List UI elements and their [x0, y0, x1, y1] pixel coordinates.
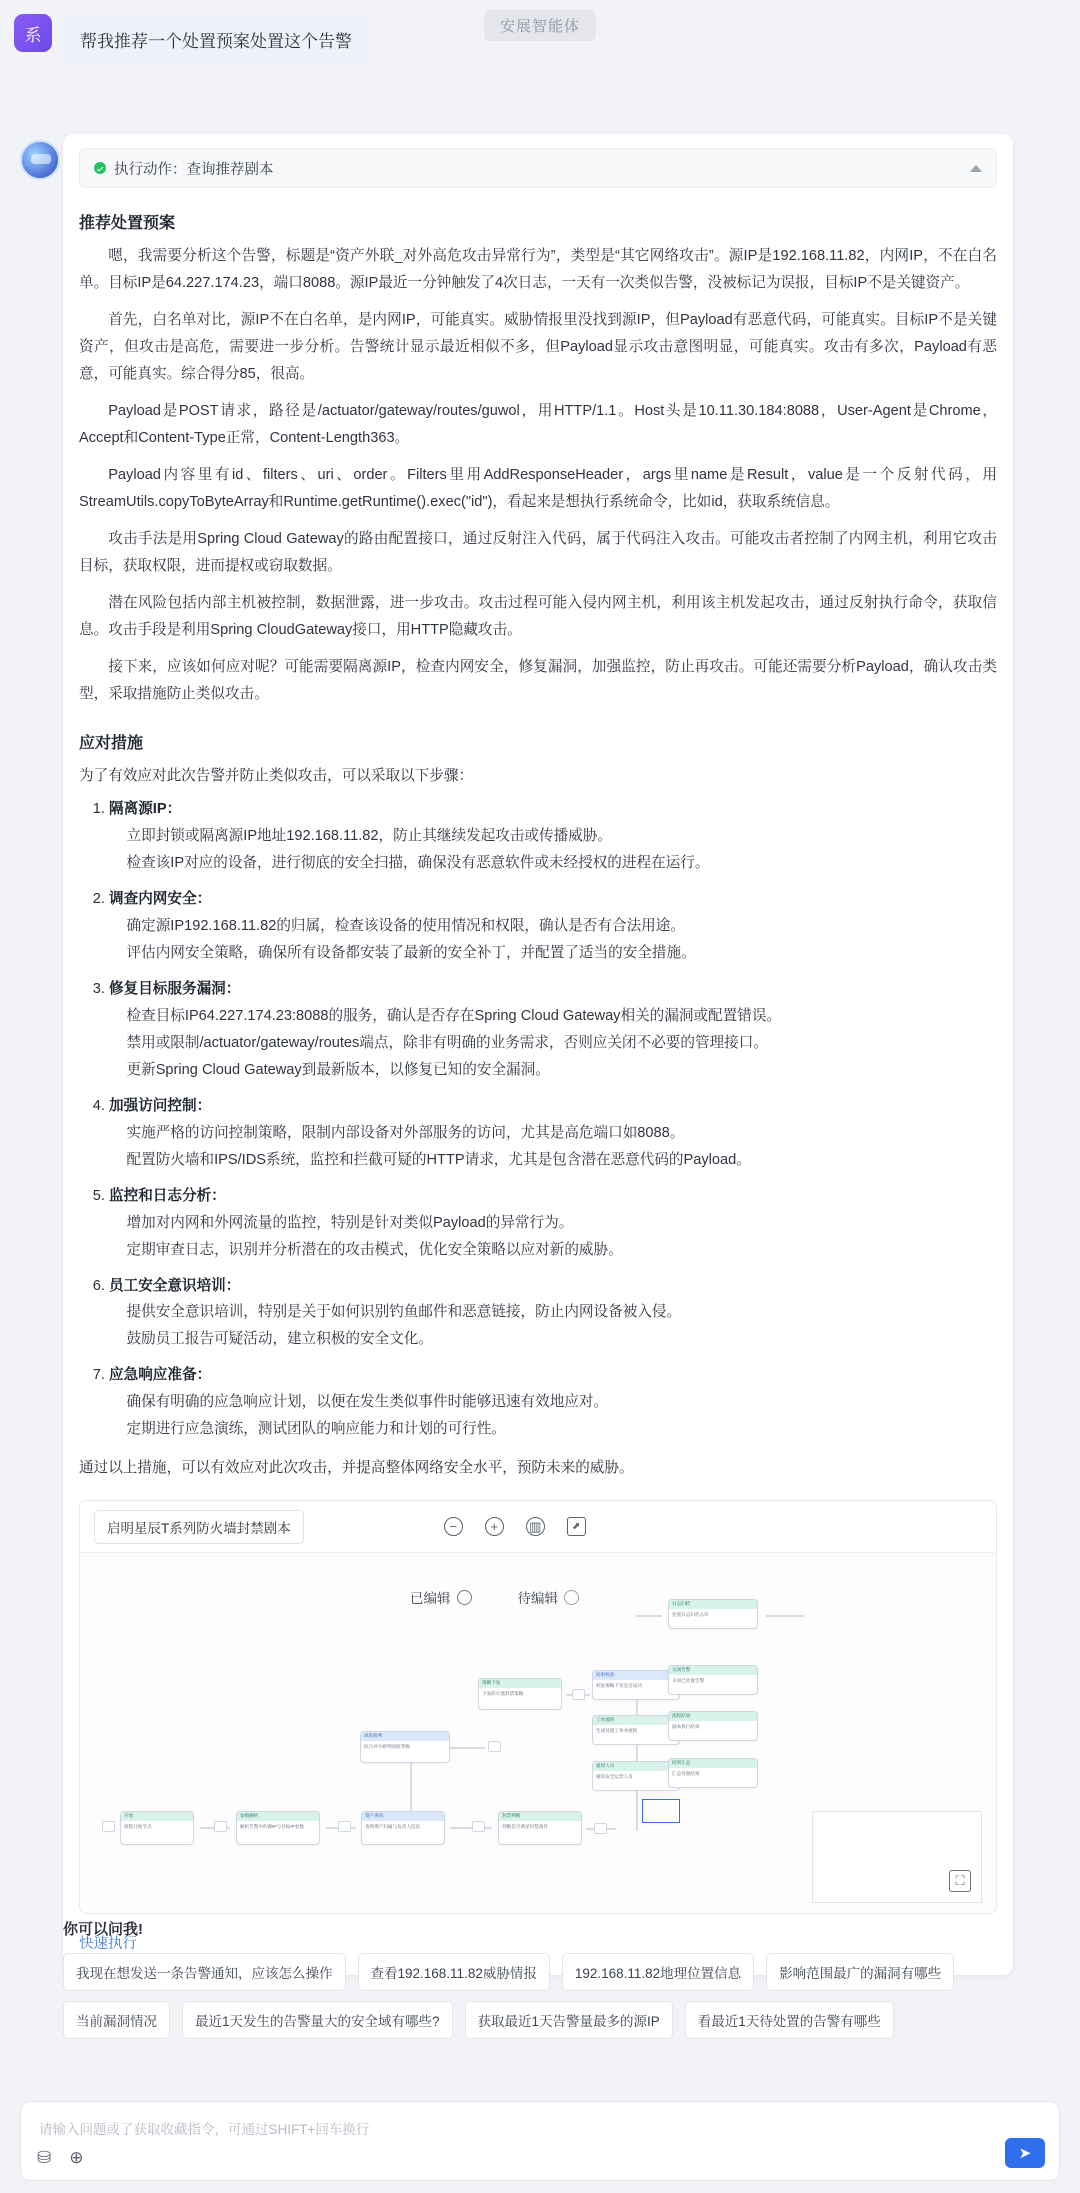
suggestion-chip-list [63, 1953, 1023, 2039]
paragraph: Payload内容里有id、filters、uri、order。Filters里用AddResponseHeader，args里name是Result，value是一个反射代码，用StreamUtils.copyToByteArray和Runtime.getRuntime().exec("id")，看起来是想执行系统命令，比如id，获取系统信息。 [79, 466, 997, 510]
flow-node[interactable] [478, 1678, 562, 1710]
message-composer[interactable] [20, 2101, 1060, 2181]
playbook-legend [410, 1587, 579, 1607]
flow-node[interactable] [361, 1811, 445, 1845]
selection-box[interactable] [642, 1799, 680, 1823]
flow-node-header: 通知人员 [593, 1762, 679, 1771]
flow-node-body: 处置日志归档入库 [672, 1612, 709, 1618]
measure-line: 立即封锁或隔离源IP地址192.168.11.82，防止其继续发起攻击或传播威胁。 [126, 827, 612, 844]
list-item [109, 976, 997, 1084]
flow-node-body: 解析告警中的源IP与目标IP参数 [240, 1824, 304, 1830]
flow-node[interactable] [120, 1811, 194, 1845]
action-bar[interactable] [79, 148, 997, 188]
measure-title: 隔离源IP： [109, 800, 182, 817]
port-pin [472, 1821, 485, 1832]
paragraph: 攻击手法是用Spring Cloud Gateway的路由配置接口，通过反射注入代码，属于代码注入攻击。可能攻击者控制了内网主机，利用它攻击目标，获取权限，进而提权或窃取数据。 [79, 530, 997, 574]
measure-line: 检查该IP对应的设备，进行彻底的安全扫描，确保没有恶意软件或未经授权的进程在运行。 [126, 854, 710, 871]
list-item [109, 796, 997, 877]
answer-body [79, 243, 997, 708]
flow-node[interactable] [498, 1811, 582, 1845]
measure-line: 禁用或限制/actuator/gateway/routes端点，除非有明确的业务需求，否则应关闭不必要的管理接口。 [126, 1034, 768, 1051]
measure-line: 配置防火墙和IPS/IDS系统，监控和拦截可疑的HTTP请求，尤其是包含潜在恶意代码的Payload。 [126, 1151, 751, 1168]
zoom-in-icon[interactable]: + [485, 1517, 504, 1536]
measure-line: 评估内网安全策略，确保所有设备都安装了最新的安全补丁，并配置了适当的安全措施。 [126, 944, 696, 961]
minimap[interactable] [812, 1811, 982, 1903]
measure-line: 定期审查日志，识别并分析潜在的攻击模式，优化安全策略以应对新的威胁。 [126, 1241, 623, 1258]
legend-pending-label: 待编辑 [517, 1591, 558, 1607]
list-item [109, 1362, 997, 1443]
measure-line: 定期进行应急演练，测试团队的响应能力和计划的可行性。 [126, 1421, 506, 1438]
flow-node-body: 流程开始节点 [124, 1824, 152, 1830]
paragraph: Payload是POST请求，路径是/actuator/gateway/routes/guwol，用HTTP/1.1。Host头是10.11.30.184:8088，User-Agent是Chrome，Accept和Content-Type正常，Content-Length363。 [79, 402, 997, 446]
status-badge: 安展智能体 [484, 10, 596, 41]
suggestion-chip[interactable]: 获取最近1天告警量最多的源IP [465, 2001, 673, 2039]
flow-node-body: 下发防火墙封禁策略 [482, 1691, 524, 1697]
measure-line: 增加对内网和外网流量的监控，特别是针对类似Payload的异常行为。 [126, 1214, 574, 1231]
flow-node-header: 结果汇总 [669, 1759, 757, 1768]
list-item [109, 1093, 997, 1174]
legend-edited-label: 已编辑 [410, 1591, 451, 1607]
check-circle-icon [94, 162, 106, 174]
flow-node-header: 参数解析 [237, 1812, 319, 1821]
port-pin [338, 1821, 351, 1832]
send-icon: ➤ [1018, 2145, 1032, 2162]
info-circle-icon [564, 1590, 579, 1605]
avatar: 系 [14, 14, 52, 52]
quick-execute-link[interactable]: 快速执行 [79, 1936, 137, 1953]
flow-node-header: 流程结束 [669, 1712, 757, 1721]
composer-placeholder: 请输入问题或了获取收藏指令，可通过SHIFT+回车换行 [39, 2122, 370, 2137]
measure-line: 提供安全意识培训，特别是关于如何识别钓鱼邮件和恶意链接，防止内网设备被入侵。 [126, 1304, 682, 1321]
port-pin [594, 1823, 607, 1834]
measure-line: 确保有明确的应急响应计划，以便在发生类似事件时能够迅速有效地应对。 [126, 1394, 609, 1411]
paragraph: 接下来，应该如何应对呢？可能需要隔离源IP，检查内网安全，修复漏洞，加强监控，防止再攻击。可能还需要分析Payload，确认攻击类型，采取措施防止类似攻击。 [79, 658, 997, 702]
measure-title: 员工安全意识培训： [109, 1277, 241, 1294]
flow-node-header: 日志归档 [669, 1600, 757, 1609]
flow-node-body: 通知安全运营人员 [596, 1774, 633, 1780]
flow-node-header: 工单流转 [593, 1716, 679, 1725]
suggestions [63, 1918, 1023, 2039]
suggestion-chip[interactable]: 查看192.168.11.82威胁情报 [358, 1953, 550, 1991]
measure-line: 确定源IP192.168.11.82的归属，检查该设备的使用情况和权限，确认是否有合法用途。 [126, 917, 685, 934]
paragraph: 嗯，我需要分析这个告警，标题是“资产外联_对外高危攻击异常行为”，类型是“其它网络攻击”。源IP是192.168.11.82，内网IP，不在白名单。目标IP是64.227.174.23，端口8088。源IP最近一分钟触发了4次日志，一天有一次类似告警，没被标记为误报，目标IP不是关键资产。 [79, 248, 997, 291]
flow-node-header: 结果校验 [593, 1671, 679, 1680]
flow-node[interactable] [236, 1811, 320, 1845]
measures-title: 应对措施 [79, 734, 144, 752]
playbook-canvas[interactable] [80, 1553, 996, 1913]
legend-pending [518, 1587, 580, 1607]
check-circle-icon [457, 1590, 472, 1605]
suggestion-chip[interactable]: 我现在想发送一条告警通知，应该怎么操作 [63, 1953, 346, 1991]
flow-node-body: 综合评分研判风险等级 [364, 1744, 410, 1750]
measures-list [79, 796, 997, 1444]
playbook-title[interactable]: 启明星辰T系列防火墙封禁剧本 [94, 1510, 304, 1544]
answer-title: 推荐处置预案 [79, 215, 176, 232]
playbook-toolbar [80, 1501, 996, 1553]
port-pin [102, 1821, 115, 1832]
suggestion-chip[interactable]: 192.168.11.82地理位置信息 [562, 1953, 754, 1991]
suggestion-chip[interactable]: 当前漏洞情况 [63, 2001, 170, 2039]
flow-node[interactable] [592, 1670, 680, 1700]
list-item [109, 886, 997, 967]
port-pin [488, 1741, 501, 1752]
flow-node[interactable] [668, 1711, 758, 1741]
port-pin [572, 1689, 585, 1700]
flow-node-header: 资产查询 [362, 1812, 444, 1821]
flow-node[interactable] [592, 1715, 680, 1745]
measure-title: 应急响应准备： [109, 1367, 212, 1384]
flow-node[interactable] [360, 1731, 450, 1763]
port-pin [214, 1821, 227, 1832]
user-message: 帮我推荐一个处置预案处置这个告警 [62, 14, 370, 65]
flow-node[interactable] [592, 1761, 680, 1791]
action-label: 执行动作：查询推荐剧本 [114, 161, 274, 178]
chevron-up-icon[interactable] [970, 165, 982, 172]
flow-node-header: 开始 [121, 1812, 193, 1821]
edge [450, 1827, 492, 1829]
zoom-out-icon[interactable]: − [444, 1517, 463, 1536]
measure-line: 实施严格的访问控制策略，限制内部设备对外部服务的访问，尤其是高危端口如8088。 [126, 1124, 685, 1141]
paragraph: 潜在风险包括内部主机被控制，数据泄露，进一步攻击。攻击过程可能入侵内网主机，利用该主机发起攻击，通过反射执行命令，获取信息。攻击手段是利用Spring CloudGateway接口，用HTTP隐藏攻击。 [79, 594, 997, 638]
measure-title: 加强访问控制： [109, 1097, 212, 1114]
composer-tools [37, 2148, 84, 2168]
measure-title: 调查内网安全： [109, 890, 212, 907]
flow-node-body: 生成处置工单并流转 [596, 1728, 638, 1734]
playbook-tools [444, 1517, 586, 1536]
playbook-viewer [79, 1500, 997, 1914]
flow-node-header: 封禁判断 [499, 1812, 581, 1821]
suggestions-title: 你可以问我! [63, 1921, 143, 1938]
legend-edited [410, 1587, 472, 1607]
assistant-avatar [20, 140, 60, 180]
measure-title: 修复目标服务漏洞： [109, 980, 241, 997]
attachment-icon[interactable]: ⛁ [37, 2148, 52, 2167]
flow-node[interactable] [668, 1758, 758, 1788]
flow-node-body: 校验策略下发是否成功 [596, 1683, 642, 1689]
list-item [109, 1273, 997, 1354]
flow-node-header: 风险研判 [361, 1732, 449, 1741]
list-item [109, 1183, 997, 1264]
export-icon[interactable]: ⬈ [567, 1517, 586, 1536]
measures-lead: 为了有效应对此次告警并防止类似攻击，可以采取以下步骤： [79, 767, 474, 784]
fullscreen-icon[interactable]: ⛶ [949, 1870, 971, 1892]
suggestion-chip[interactable]: 影响范围最广的漏洞有哪些 [766, 1953, 954, 1991]
flow-node-body: 查询资产归属与负责人信息 [365, 1824, 421, 1830]
user-message-row [14, 14, 370, 65]
flow-node[interactable] [668, 1599, 758, 1629]
flow-node-body: 汇总处置结果 [672, 1771, 700, 1777]
flow-node-body: 判断是否满足封禁条件 [502, 1824, 548, 1830]
flow-node-header: 关闭告警 [669, 1666, 757, 1675]
assistant-answer-card [63, 134, 1013, 1975]
measure-line: 更新Spring Cloud Gateway到最新版本，以修复已知的安全漏洞。 [126, 1061, 550, 1078]
fit-view-icon[interactable]: ▥ [526, 1517, 545, 1536]
paragraph: 首先，白名单对比，源IP不在白名单，是内网IP，可能真实。威胁情报里没找到源IP，但Payload有恶意代码，可能真实。目标IP不是关键资产，但攻击是高危，需要进一步分析。告警统计显示最近相似不多，但Payload显示攻击意图明显，可能真实。攻击有多次，Payload有恶意，可能真实。综合得分85，很高。 [79, 311, 997, 382]
measure-line: 鼓励员工报告可疑活动，建立积极的安全文化。 [126, 1331, 433, 1348]
flow-node[interactable] [668, 1665, 758, 1695]
add-icon[interactable]: ⊕ [69, 2148, 84, 2167]
answer-closing: 通过以上措施，可以有效应对此次攻击，并提高整体网络安全水平，预防未来的威胁。 [79, 1460, 634, 1477]
flow-node-header: 策略下发 [479, 1679, 561, 1688]
measure-title: 监控和日志分析： [109, 1187, 226, 1204]
edge [636, 1685, 638, 1831]
measure-line: 检查目标IP64.227.174.23:8088的服务，确认是否存在Spring Cloud Gateway相关的漏洞或配置错误。 [126, 1007, 782, 1024]
suggestion-chip[interactable]: 最近1天发生的告警量大的安全域有哪些? [182, 2001, 453, 2039]
suggestion-chip[interactable]: 看最近1天待处置的告警有哪些 [685, 2001, 894, 2039]
send-button[interactable] [1005, 2138, 1045, 2168]
edge [766, 1615, 804, 1617]
edge [636, 1615, 662, 1617]
flow-node-body: 剧本执行结束 [672, 1724, 700, 1730]
flow-node-body: 关闭已处置告警 [672, 1678, 705, 1684]
